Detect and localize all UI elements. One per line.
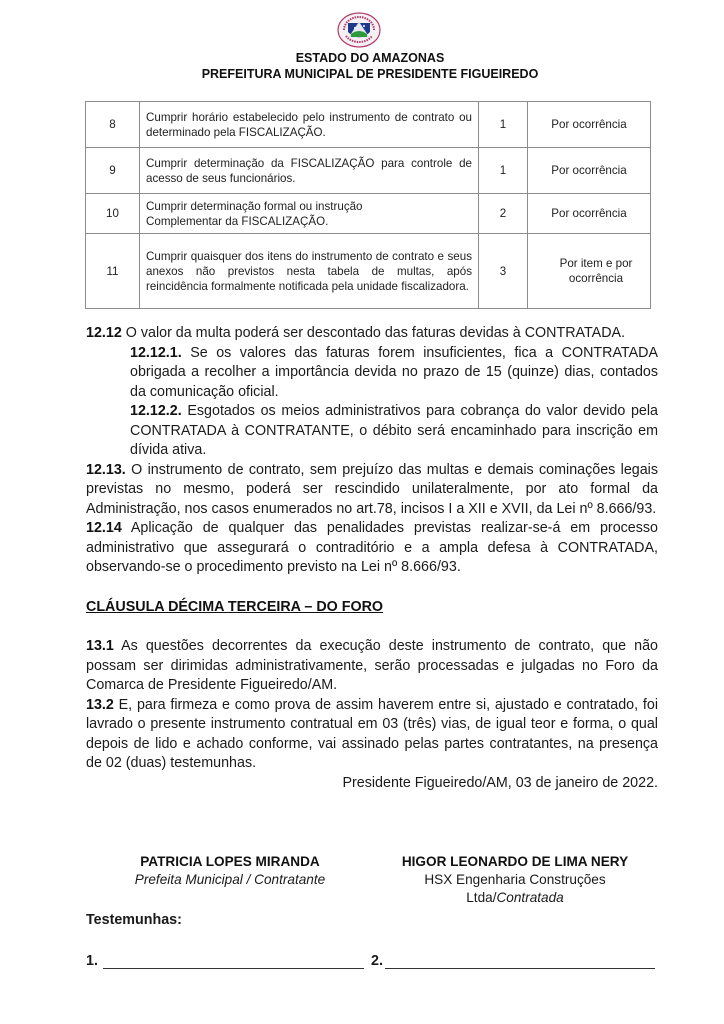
table-row: [86, 148, 651, 194]
section-number: 12.12.2.: [130, 403, 182, 419]
item-description: Cumprir determinação da FISCALIZAÇÃO para controle de acesso de seus funcionários.: [140, 148, 479, 194]
role-label: Contratada: [496, 890, 564, 905]
item-description: [140, 194, 479, 234]
witness-lines: [86, 953, 666, 973]
witness-1-signature-line: [103, 968, 364, 969]
paragraph-text: O instrumento de contrato, sem prejuízo das multas e demais cominações legais previstas no mesmo, poderá ser rescindido unilateralmente, por ato formal da Administração, nos casos enumerados no art.78, incisos I a XII e XVII, da Lei nº 8.666/93.: [86, 461, 658, 517]
item-description-line: Cumprir determinação formal ou instrução: [146, 199, 363, 213]
paragraph-13-2: [86, 696, 658, 774]
section-number: 12.14: [86, 520, 122, 536]
table-row: [86, 234, 651, 309]
item-incidence-line: ocorrência: [568, 272, 624, 285]
state-title: ESTADO DO AMAZONAS: [295, 51, 445, 65]
witness-1-label: 1.: [86, 953, 98, 969]
paragraph-12-12-1: [86, 344, 658, 403]
table-row: [86, 102, 651, 148]
section-number: 12.13.: [86, 461, 126, 478]
witness-2-signature-line: [385, 968, 655, 969]
municipal-coat-of-arms-icon: [337, 12, 381, 48]
item-grade: 1: [479, 102, 528, 148]
paragraph-text: Se os valores das faturas forem insuficientes, fica a CONTRATADA obrigada a recolher a importância devida no prazo de 15 (quinze) dias, contados da comunicação oficial.: [130, 344, 658, 400]
paragraph-12-12-2: [86, 402, 658, 461]
date-line: Presidente Figueiredo/AM, 03 de janeiro de 2022.: [342, 775, 658, 791]
item-incidence: Por ocorrência: [528, 148, 651, 194]
signatory-role: [370, 889, 660, 907]
section-13-body: [86, 637, 658, 774]
table-row: [86, 194, 651, 234]
section-number: 13.2: [86, 696, 114, 713]
signatory-name: PATRICIA LOPES MIRANDA: [140, 854, 320, 869]
paragraph-text: Aplicação de qualquer das penalidades previstas realizar-se-á em processo administrativo que assegurará o contraditório e a ampla defesa à CONTRATADA, observando-se o procedimento previsto na Lei nº 8.666/93.: [86, 520, 658, 575]
company-suffix: Ltda/: [466, 890, 497, 905]
section-number: 13.1: [86, 638, 114, 654]
paragraph-text: E, para firmeza e como prova de assim haverem entre si, ajustado e contratado, foi lavrado o presente instrumento contratual em 03 (três) vias, de igual teor e forma, o qual depois de lido e achado conforme, vai assinado pelas partes contratantes, na presença de 02 (duas) testemunhas.: [86, 696, 658, 771]
item-number: 10: [86, 194, 140, 234]
signatory-name: HIGOR LEONARDO DE LIMA NERY: [401, 854, 629, 869]
item-grade: 2: [479, 194, 528, 234]
paragraph-text: As questões decorrentes da execução deste instrumento de contrato, que não possam ser dirimidas administrativamente, serão processadas e julgadas no Foro da Comarca de Presidente Figueiredo/AM.: [86, 638, 658, 693]
signature-contratada: [370, 853, 660, 907]
paragraph-12-13: [86, 461, 658, 520]
item-incidence: [528, 234, 651, 309]
fines-table: [85, 101, 651, 309]
item-grade: 1: [479, 148, 528, 194]
signatory-company: HSX Engenharia Construções: [424, 872, 606, 887]
item-number: 8: [86, 102, 140, 148]
paragraph-13-1: [86, 637, 658, 696]
clause-title: CLÁUSULA DÉCIMA TERCEIRA – DO FORO: [86, 599, 384, 615]
paragraph-12-12: [86, 324, 658, 344]
item-incidence: Por ocorrência: [528, 194, 651, 234]
item-incidence-line: Por item e por: [559, 257, 633, 270]
item-number: 11: [86, 234, 140, 309]
paragraph-12-14: [86, 519, 658, 578]
signatory-role: Prefeita Municipal / Contratante: [134, 872, 326, 887]
item-incidence: Por ocorrência: [528, 102, 651, 148]
item-grade: 3: [479, 234, 528, 309]
signature-contratante: [100, 853, 360, 889]
item-number: 9: [86, 148, 140, 194]
item-description: Cumprir quaisquer dos itens do instrumento de contrato e seus anexos não previstos nesta tabela de multas, após reincidência formalmente notificada pela unidade fiscalizadora.: [140, 234, 479, 309]
municipality-title: PREFEITURA MUNICIPAL DE PRESIDENTE FIGUEIREDO: [201, 67, 539, 81]
witness-2-label: 2.: [371, 953, 383, 969]
section-12-body: [86, 324, 658, 578]
paragraph-text: Esgotados os meios administrativos para cobrança do valor devido pela CONTRATADA à CONTRATANTE, o débito será encaminhado para inscrição em dívida ativa.: [130, 403, 658, 458]
witnesses-label: Testemunhas:: [86, 912, 182, 928]
item-description-line: Complementar da FISCALIZAÇÃO.: [146, 214, 329, 228]
item-description: Cumprir horário estabelecido pelo instrumento de contrato ou determinado pela FISCALIZAÇÃO.: [140, 102, 479, 148]
section-number: 12.12: [86, 325, 122, 341]
paragraph-text: O valor da multa poderá ser descontado das faturas devidas à CONTRATADA.: [121, 325, 626, 341]
section-number: 12.12.1.: [130, 344, 182, 361]
